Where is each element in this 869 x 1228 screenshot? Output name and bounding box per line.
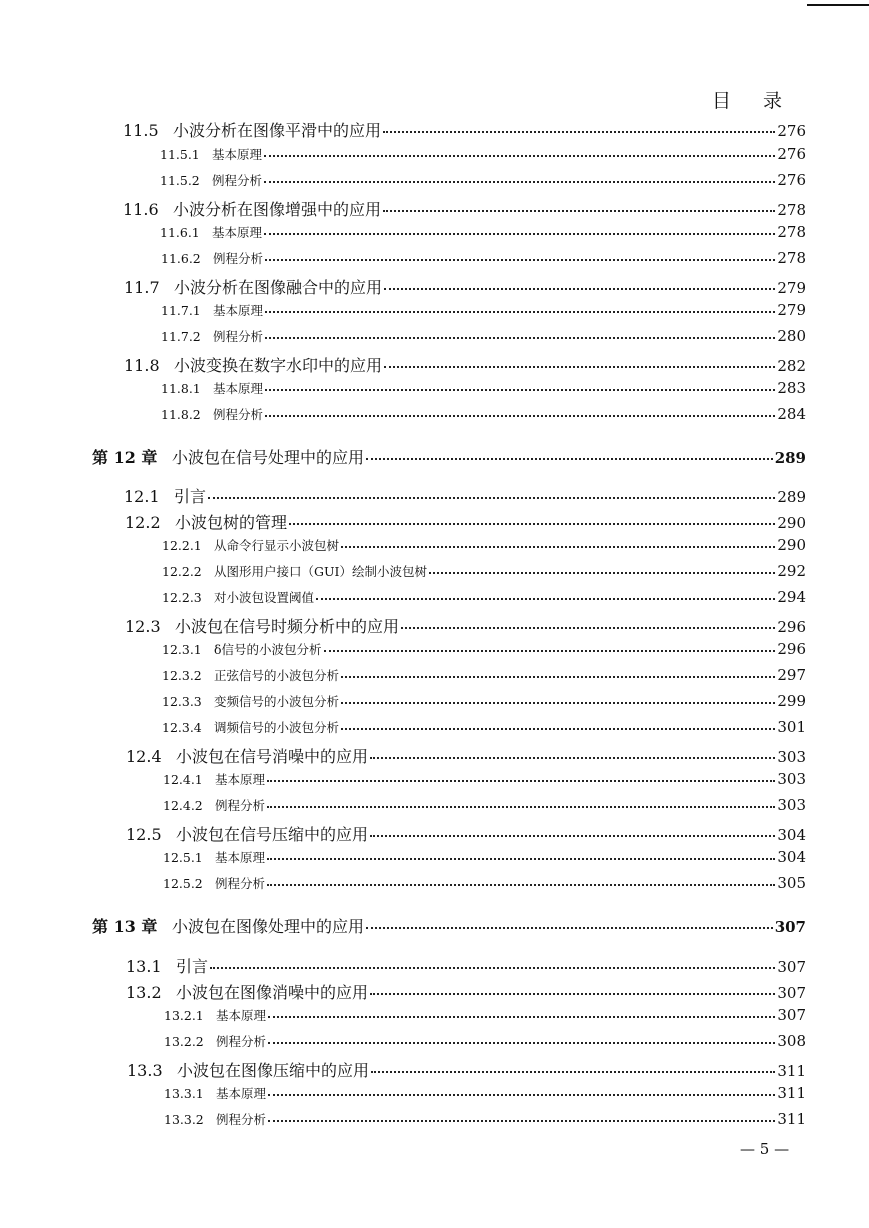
toc-dot-leader — [383, 131, 775, 133]
toc-dot-leader — [366, 458, 773, 460]
toc-dot-leader — [370, 757, 775, 759]
toc-entry-page: 301 — [777, 718, 806, 736]
page-header — [712, 86, 784, 113]
toc-entry-number: 11.8.1 — [161, 381, 201, 396]
toc-entry-page: 289 — [774, 449, 806, 467]
toc-dot-leader — [429, 572, 775, 574]
toc-entry-number: 11.5.2 — [160, 173, 200, 188]
toc-dot-leader — [268, 1120, 775, 1122]
toc-entry-page: 278 — [777, 223, 806, 241]
toc-subsection-row[interactable] — [161, 327, 806, 345]
toc-entry-title: 基本原理 — [216, 1086, 267, 1101]
toc-entry-title: 基本原理 — [215, 850, 266, 865]
toc-entry-number: 11.7.1 — [161, 303, 201, 318]
toc-entry-number: 13.2.1 — [164, 1008, 204, 1023]
toc-entry-number: 11.8 — [124, 356, 160, 375]
toc-subsection-row[interactable] — [162, 536, 806, 554]
toc-entry-title: 小波包在信号处理中的应用 — [172, 448, 365, 467]
toc-entry-number: 12.5 — [126, 825, 162, 844]
toc-dot-leader — [401, 627, 775, 629]
toc-dot-leader — [264, 181, 775, 183]
toc-entry-number: 12.2 — [125, 513, 161, 532]
toc-dot-leader — [268, 1016, 775, 1018]
toc-entry-title: 调频信号的小波包分析 — [214, 720, 340, 735]
toc-dot-leader — [267, 806, 775, 808]
toc-entry-page: 308 — [777, 1032, 806, 1050]
toc-entry-title: δ信号的小波包分析 — [214, 642, 322, 657]
toc-subsection-row[interactable] — [163, 770, 806, 788]
toc-entry-title: 正弦信号的小波包分析 — [214, 668, 340, 683]
toc-entry-title: 例程分析 — [215, 876, 266, 891]
toc-entry-page: 303 — [777, 796, 806, 814]
toc-entry-page: 282 — [777, 357, 806, 375]
toc-entry-title: 小波包树的管理 — [175, 513, 288, 532]
toc-entry-title: 从图形用户接口（GUI）绘制小波包树 — [214, 564, 427, 579]
toc-subsection-row[interactable] — [164, 1084, 806, 1102]
toc-dot-leader — [324, 650, 776, 652]
toc-entry-number: 12.2.3 — [162, 590, 202, 605]
toc-section-row[interactable] — [126, 744, 806, 767]
toc-entry-page: 278 — [777, 201, 806, 219]
page-number: — 5 — — [740, 1140, 790, 1158]
toc-entry-number: 12.3.3 — [162, 694, 202, 709]
toc-entry-title: 小波包在图像压缩中的应用 — [177, 1061, 370, 1080]
toc-entry-title: 基本原理 — [212, 147, 263, 162]
toc-entry-title: 基本原理 — [216, 1008, 267, 1023]
toc-subsection-row[interactable] — [160, 223, 806, 241]
toc-entry-title: 例程分析 — [215, 798, 266, 813]
toc-entry-number: 13.3 — [127, 1061, 163, 1080]
toc-entry-number: 12.4 — [126, 747, 162, 766]
toc-subsection-row[interactable] — [162, 640, 806, 658]
toc-entry-title: 变频信号的小波包分析 — [214, 694, 340, 709]
toc-chapter-row[interactable] — [92, 445, 806, 468]
toc-dot-leader — [384, 366, 775, 368]
toc-entry-number: 12.3.1 — [162, 642, 202, 657]
toc-dot-leader — [341, 702, 775, 704]
toc-entry-page: 283 — [777, 379, 806, 397]
toc-dot-leader — [267, 884, 775, 886]
toc-subsection-row[interactable] — [163, 796, 806, 814]
toc-section-row[interactable] — [126, 822, 806, 845]
toc-subsection-row[interactable] — [160, 145, 806, 163]
toc-entry-page: 307 — [777, 1006, 806, 1024]
toc-dot-leader — [265, 415, 775, 417]
toc-entry-title: 引言 — [174, 487, 207, 506]
toc-entry-title: 从命令行显示小波包树 — [214, 538, 340, 553]
toc-dot-leader — [370, 835, 775, 837]
toc-section-row[interactable] — [125, 510, 806, 533]
toc-dot-leader — [265, 259, 775, 261]
toc-entry-number: 13.2.2 — [164, 1034, 204, 1049]
toc-entry-number: 13.1 — [126, 957, 162, 976]
toc-entry-title: 小波包在图像消噪中的应用 — [176, 983, 369, 1002]
toc-dot-leader — [267, 780, 775, 782]
toc-entry-title: 例程分析 — [212, 173, 263, 188]
toc-entry-page: 276 — [777, 171, 806, 189]
toc-entry-title: 基本原理 — [215, 772, 266, 787]
toc-entry-title: 例程分析 — [213, 251, 264, 266]
toc-entry-page: 311 — [777, 1084, 806, 1102]
header-word-2: 录 — [763, 90, 785, 112]
toc-dot-leader — [383, 210, 775, 212]
toc-entry-page: 276 — [777, 145, 806, 163]
toc-entry-title: 小波包在图像处理中的应用 — [172, 917, 365, 936]
toc-entry-number: 11.5.1 — [160, 147, 200, 162]
toc-subsection-row[interactable] — [160, 171, 806, 189]
toc-entry-title: 小波包在信号时频分析中的应用 — [175, 617, 400, 636]
toc-dot-leader — [208, 497, 775, 499]
toc-dot-leader — [316, 598, 775, 600]
toc-entry-page: 290 — [777, 536, 806, 554]
toc-entry-title: 例程分析 — [216, 1112, 267, 1127]
toc-subsection-row[interactable] — [162, 562, 806, 580]
toc-dot-leader — [265, 337, 775, 339]
corner-rule — [807, 4, 869, 6]
toc-subsection-row[interactable] — [163, 874, 806, 892]
toc-entry-title: 对小波包设置阈值 — [214, 590, 315, 605]
toc-section-row[interactable] — [127, 1058, 806, 1081]
toc-dot-leader — [341, 728, 775, 730]
toc-subsection-row[interactable] — [164, 1110, 806, 1128]
toc-entry-number: 12.2.2 — [162, 564, 202, 579]
toc-entry-page: 290 — [777, 514, 806, 532]
toc-entry-title: 小波分析在图像平滑中的应用 — [173, 121, 382, 140]
toc-entry-page: 303 — [777, 770, 806, 788]
toc-entry-page: 296 — [777, 640, 806, 658]
toc-entry-number: 12.4.1 — [163, 772, 203, 787]
toc-entry-page: 307 — [774, 918, 806, 936]
toc-dot-leader — [264, 233, 775, 235]
toc-subsection-row[interactable] — [164, 1032, 806, 1050]
toc-dot-leader — [366, 927, 773, 929]
toc-subsection-row[interactable] — [161, 405, 806, 423]
toc-dot-leader — [341, 676, 775, 678]
toc-entry-page: 279 — [777, 301, 806, 319]
toc-entry-number: 11.6 — [123, 200, 159, 219]
toc-entry-number: 12.3.2 — [162, 668, 202, 683]
toc-dot-leader — [267, 858, 775, 860]
toc-dot-leader — [289, 523, 775, 525]
toc-section-row[interactable] — [126, 980, 806, 1003]
toc-section-row[interactable] — [126, 954, 806, 977]
toc-entry-number: 12.4.2 — [163, 798, 203, 813]
toc-dot-leader — [210, 967, 775, 969]
toc-entry-number: 第 13 章 — [92, 917, 158, 936]
toc-entry-page: 289 — [777, 488, 806, 506]
toc-dot-leader — [370, 993, 775, 995]
toc-subsection-row[interactable] — [162, 692, 806, 710]
toc-entry-title: 小波分析在图像融合中的应用 — [174, 278, 383, 297]
toc-chapter-row[interactable] — [92, 914, 806, 937]
toc-entry-title: 基本原理 — [213, 303, 264, 318]
toc-entry-page: 303 — [777, 748, 806, 766]
toc-entry-page: 279 — [777, 279, 806, 297]
toc-subsection-row[interactable] — [162, 666, 806, 684]
toc-subsection-row[interactable] — [162, 588, 806, 606]
toc-entry-title: 小波包在信号消噪中的应用 — [176, 747, 369, 766]
toc-entry-page: 278 — [777, 249, 806, 267]
toc-entry-number: 11.7 — [124, 278, 160, 297]
toc-dot-leader — [265, 389, 775, 391]
toc-entry-number: 11.7.2 — [161, 329, 201, 344]
toc-entry-number: 11.5 — [123, 121, 159, 140]
toc-entry-number: 13.3.2 — [164, 1112, 204, 1127]
toc-entry-page: 296 — [777, 618, 806, 636]
toc-entry-number: 12.3 — [125, 617, 161, 636]
toc-dot-leader — [268, 1094, 775, 1096]
toc-entry-page: 276 — [777, 122, 806, 140]
toc-entry-number: 11.6.1 — [160, 225, 200, 240]
toc-entry-number: 12.3.4 — [162, 720, 202, 735]
toc-entry-page: 311 — [777, 1062, 806, 1080]
toc-entry-title: 引言 — [176, 957, 209, 976]
toc-subsection-row[interactable] — [161, 249, 806, 267]
toc-dot-leader — [265, 311, 775, 313]
toc-entry-page: 305 — [777, 874, 806, 892]
toc-entry-number: 第 12 章 — [92, 448, 158, 467]
toc-entry-number: 11.8.2 — [161, 407, 201, 422]
toc-entry-page: 307 — [777, 984, 806, 1002]
toc-subsection-row[interactable] — [163, 848, 806, 866]
toc-dot-leader — [341, 546, 775, 548]
toc-entry-title: 小波变换在数字水印中的应用 — [174, 356, 383, 375]
toc-section-row[interactable] — [123, 118, 806, 141]
toc-entry-page: 284 — [777, 405, 806, 423]
toc-entry-page: 304 — [777, 848, 806, 866]
toc-entry-page: 304 — [777, 826, 806, 844]
toc-entry-number: 12.5.1 — [163, 850, 203, 865]
toc-subsection-row[interactable] — [164, 1006, 806, 1024]
toc-entry-title: 基本原理 — [212, 225, 263, 240]
toc-entry-title: 例程分析 — [213, 407, 264, 422]
toc-entry-title: 例程分析 — [213, 329, 264, 344]
toc-entry-title: 基本原理 — [213, 381, 264, 396]
toc-dot-leader — [384, 288, 775, 290]
toc-dot-leader — [264, 155, 775, 157]
toc-entry-page: 280 — [777, 327, 806, 345]
toc-entry-number: 12.1 — [124, 487, 160, 506]
toc-dot-leader — [268, 1042, 775, 1044]
toc-section-row[interactable] — [123, 197, 806, 220]
toc-entry-number: 13.3.1 — [164, 1086, 204, 1101]
toc-entry-title: 小波包在信号压缩中的应用 — [176, 825, 369, 844]
toc-entry-page: 294 — [777, 588, 806, 606]
toc-entry-title: 小波分析在图像增强中的应用 — [173, 200, 382, 219]
toc-entry-number: 12.5.2 — [163, 876, 203, 891]
toc-section-row[interactable] — [125, 614, 806, 637]
toc-entry-page: 311 — [777, 1110, 806, 1128]
toc-section-row[interactable] — [124, 353, 806, 376]
toc-entry-number: 13.2 — [126, 983, 162, 1002]
toc-section-row[interactable] — [124, 484, 806, 507]
header-word-1: 目 — [712, 90, 734, 112]
toc-section-row[interactable] — [124, 275, 806, 298]
toc-entry-page: 299 — [777, 692, 806, 710]
toc-entry-page: 307 — [777, 958, 806, 976]
toc-entry-number: 11.6.2 — [161, 251, 201, 266]
toc-subsection-row[interactable] — [161, 301, 806, 319]
toc-entry-number: 12.2.1 — [162, 538, 202, 553]
toc-entry-page: 292 — [777, 562, 806, 580]
toc-subsection-row[interactable] — [161, 379, 806, 397]
toc-dot-leader — [371, 1071, 775, 1073]
toc-subsection-row[interactable] — [162, 718, 806, 736]
toc-entry-title: 例程分析 — [216, 1034, 267, 1049]
toc-entry-page: 297 — [777, 666, 806, 684]
